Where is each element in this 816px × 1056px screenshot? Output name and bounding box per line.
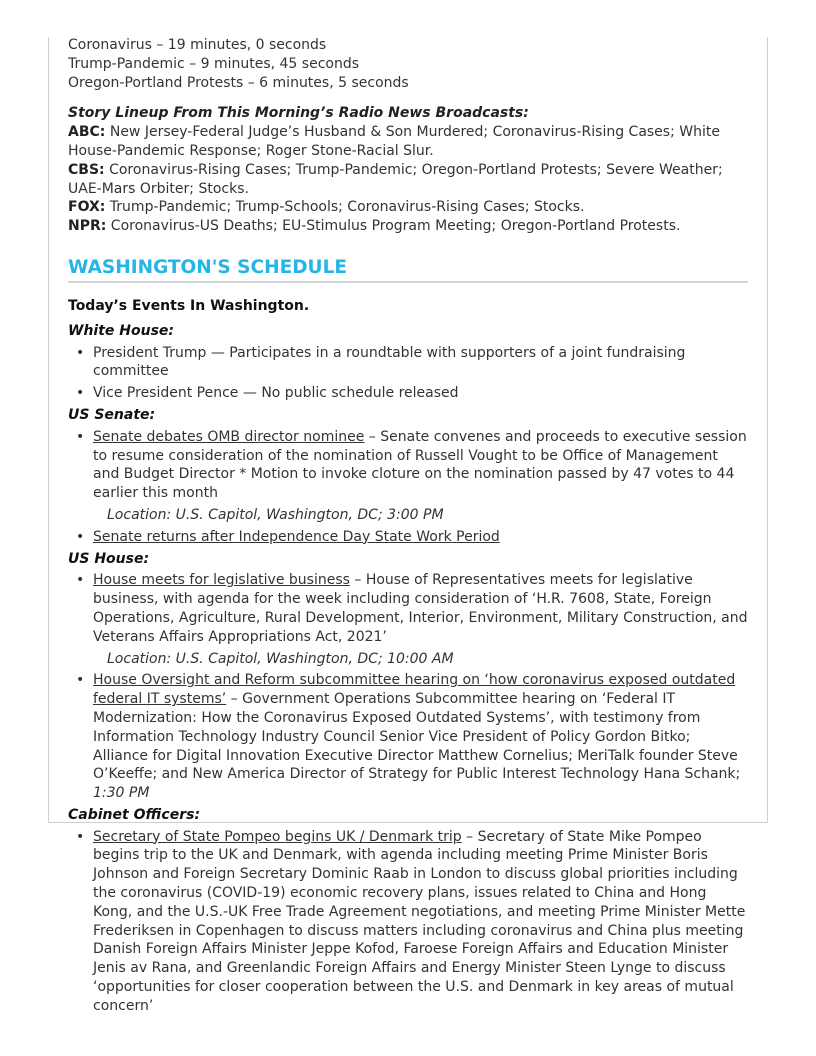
bullet-icon: • [76, 428, 85, 445]
airtime-item: Trump-Pandemic – 9 minutes, 45 seconds [68, 55, 360, 72]
radio-lineup-item [68, 217, 748, 236]
event-link[interactable]: Senate debates OMB director nominee [93, 428, 365, 445]
list-item [76, 384, 748, 403]
list-item [76, 428, 748, 525]
airtime-item: Coronavirus – 19 minutes, 0 seconds [68, 37, 327, 53]
group-title-white-house: White House: [68, 322, 175, 339]
cabinet-list [68, 828, 748, 1016]
radio-lineup-item [68, 123, 748, 161]
bullet-icon: • [76, 572, 85, 589]
list-item [76, 571, 748, 668]
bullet-icon: • [76, 672, 85, 689]
airtime-list [68, 36, 748, 92]
newsletter-content [68, 36, 748, 1019]
airtime-item: Oregon-Portland Protests – 6 minutes, 5 seconds [68, 74, 409, 91]
bullet-icon: • [76, 385, 85, 402]
network-label: CBS: [68, 161, 105, 178]
spacer [68, 92, 748, 104]
event-link[interactable]: Secretary of State Pompeo begins UK / Denmark trip [93, 828, 462, 845]
radio-lineup-item [68, 198, 748, 217]
group-title-cabinet-officers: Cabinet Officers: [68, 806, 201, 823]
radio-lineup-heading: Story Lineup From This Morning’s Radio News Broadcasts: [68, 105, 529, 122]
network-label: NPR: [68, 218, 107, 235]
event-location: Location: U.S. Capitol, Washington, DC; 3:00 PM [107, 506, 444, 523]
story-list: Coronavirus-US Deaths; EU-Stimulus Program Meeting; Oregon-Portland Protests. [106, 218, 681, 235]
list-item [76, 828, 748, 1016]
event-time: 1:30 PM [93, 785, 150, 802]
story-list: Coronavirus-Rising Cases; Trump-Pandemic; Oregon-Portland Protests; Severe Weather; UAE-Mars Orbiter; Stocks. [68, 161, 723, 197]
event-link[interactable]: House Oversight and Reform subcommittee hearing on ‘how coronavirus exposed outdated federal IT systems’ [93, 672, 736, 708]
bullet-icon: • [76, 828, 85, 845]
group-title-us-senate: US Senate: [68, 406, 156, 423]
event-description: – Government Operations Subcommittee hearing on ‘Federal IT Modernization: How the Coronavirus Exposed Outdated Systems’, with testimony from Information Technology Industry Council Senior Vice President of Policy Gordon Bitko; Alliance for Digital Innovation Executive Director Matthew Cornelius; MeriTalk founder Steve O’Keeffe; and New America Director of Strategy for Public Interest Technology Hana Schank; [93, 691, 741, 783]
events-title: Today’s Events In Washington. [68, 297, 310, 314]
bullet-icon: • [76, 528, 85, 545]
event-location: Location: U.S. Capitol, Washington, DC; 10:00 AM [107, 650, 454, 667]
story-list: New Jersey-Federal Judge’s Husband & Son Murdered; Coronavirus-Rising Cases; White House-Pandemic Response; Roger Stone-Racial Slur. [68, 124, 720, 159]
event-link[interactable]: House meets for legislative business [93, 572, 350, 589]
event-description: – Secretary of State Mike Pompeo begins trip to the UK and Denmark, with agenda including meeting Prime Minister Boris Johnson and Foreign Secretary Dominic Raab in London to discuss global priorities including the coronavirus (COVID-19) economic recovery plans, issues related to China and Hong Kong, and the U.S.-UK Free Trade Agreement negotiations, and meeting Prime Minister Mette Frederiksen in Copenhagen to discuss matters including coronavirus and China plus meeting Danish Foreign Affairs Minister Jeppe Kofod, Faroese Foreign Affairs and Education Minister Jenis av Rana, and Greenlandic Foreign Affairs and Energy Minister Steen Lynge to discuss ‘opportunities for closer cooperation between the U.S. and Denmark in key areas of mutual concern’ [93, 828, 746, 1014]
white-house-list [68, 344, 748, 403]
list-item [76, 671, 748, 803]
group-title-us-house: US House: [68, 550, 150, 567]
radio-lineup-item [68, 161, 748, 199]
event-link[interactable]: Senate returns after Independence Day State Work Period [93, 528, 500, 545]
network-label: ABC: [68, 124, 106, 141]
event-description: – Senate convenes and proceeds to executive session to resume consideration of the nomination of Russell Vought to be Office of Management and Budget Director * Motion to invoke cloture on the nomination passed by 47 votes to 44 earlier this month [93, 428, 747, 502]
house-list [68, 571, 748, 803]
event-description: – House of Representatives meets for legislative business, with agenda for the week including consideration of ‘H.R. 7608, State, Foreign Operations, Agriculture, Rural Development, Interior, Environment, Military Construction, and Veterans Affairs Appropriations Act, 2021’ [93, 572, 748, 645]
event-text: Vice President Pence — No public schedule released [93, 385, 459, 402]
event-text: President Trump — Participates in a roundtable with supporters of a joint fundraising committee [93, 344, 686, 380]
list-item [76, 344, 748, 382]
bullet-icon: • [76, 344, 85, 361]
network-label: FOX: [68, 199, 106, 216]
radio-lineup [68, 104, 748, 236]
section-heading: WASHINGTON'S SCHEDULE [68, 256, 748, 283]
list-item [76, 528, 748, 547]
senate-list [68, 428, 748, 547]
story-list: Trump-Pandemic; Trump-Schools; Coronavirus-Rising Cases; Stocks. [105, 199, 585, 216]
